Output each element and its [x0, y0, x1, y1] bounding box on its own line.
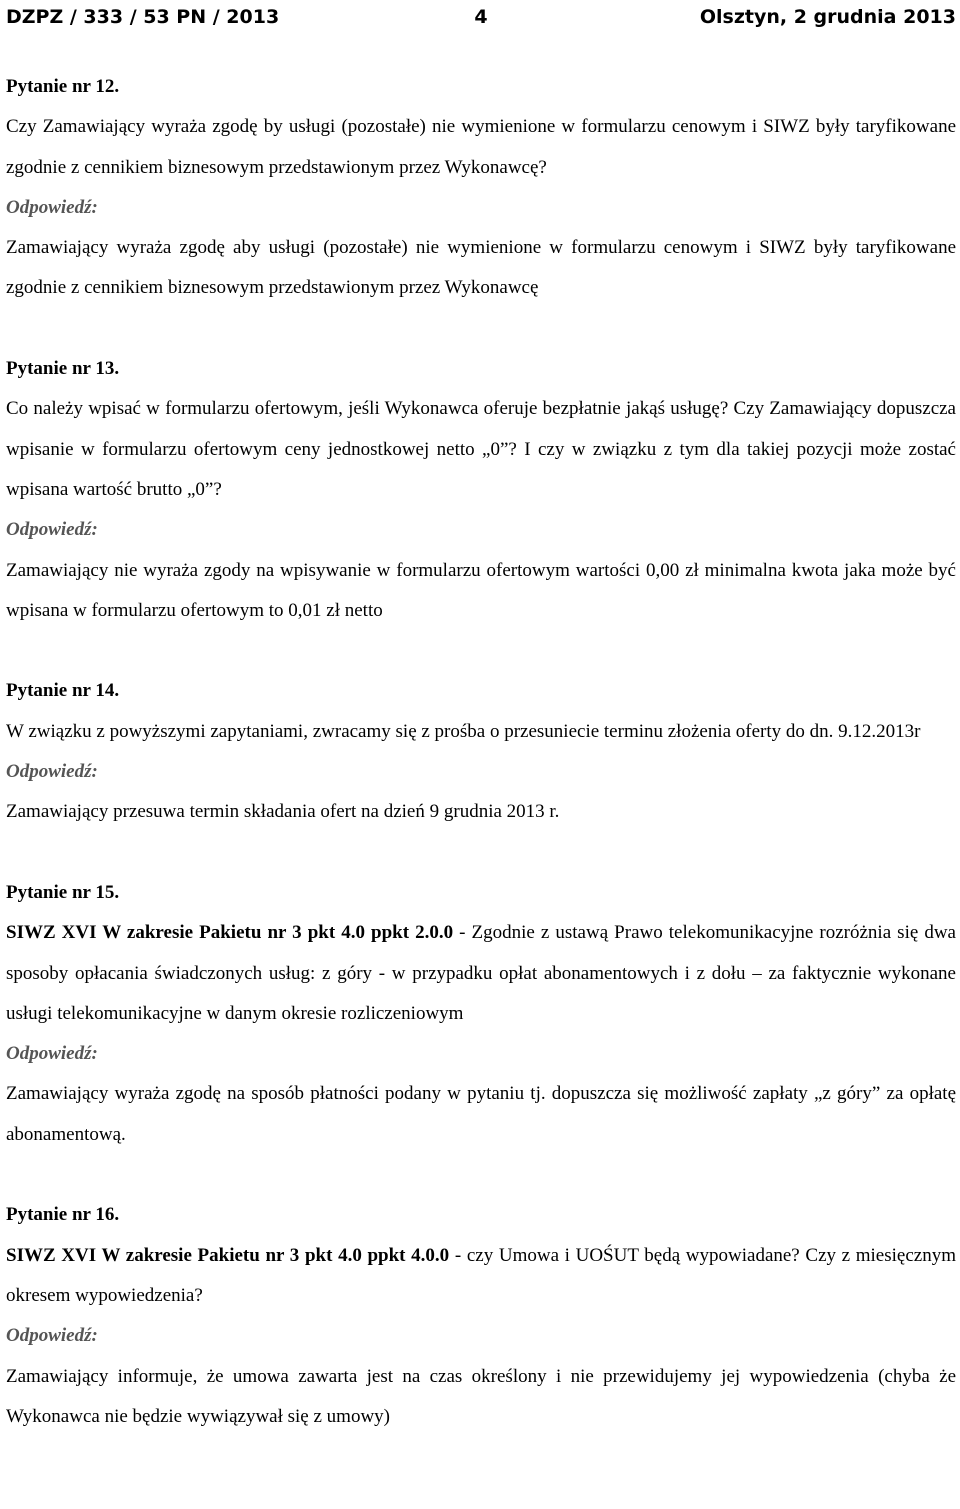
answer-text: Zamawiający informuje, że umowa zawarta jest na czas określony i nie przewidujemy jej wypowiedzenia (chyba że Wykonawca nie będzie wywiązywał się z umowy)	[6, 1365, 956, 1427]
question-13	[6, 349, 956, 631]
question-text: Co należy wpisać w formularzu ofertowym, jeśli Wykonawca oferuje bezpłatnie jakąś usługę? Czy Zamawiający dopuszcza wpisanie w formularzu ofertowym ceny jednostkowej netto „0”? I czy w związku z tym dla takiej pozycji może zostać wpisana wartość brutto „0”?	[6, 398, 956, 500]
question-14	[6, 671, 956, 832]
question-body: - czy Umowa i UOŚUT będą wypowiadane? Czy z miesięcznym okresem wypowiedzenia?	[6, 1244, 956, 1306]
answer-label: Odpowiedź:	[6, 519, 98, 541]
question-body: - Zgodnie z ustawą Prawo telekomunikacyjne rozróżnia się dwa sposoby opłacania świadczonych usług: z góry - w przypadku opłat abonamentowych i z dołu – za faktycznie wykonane usługi telekomunikacyjne w danym okresie rozliczeniowym	[6, 922, 956, 1024]
question-text: Czy Zamawiający wyraża zgodę by usługi (pozostałe) nie wymienione w formularzu cenowym i SIWZ były taryfikowane zgodnie z cennikiem biznesowym przedstawionym przez Wykonawcę?	[6, 116, 956, 178]
answer-label: Odpowiedź:	[6, 196, 98, 218]
answer-label: Odpowiedź:	[6, 761, 98, 783]
place-and-date: Olsztyn, 2 grudnia 2013	[699, 6, 956, 28]
document-reference: DZPZ / 333 / 53 PN / 2013	[6, 6, 280, 28]
question-reference: SIWZ XVI W zakresie Pakietu nr 3 pkt 4.0 ppkt 4.0.0	[6, 1244, 450, 1266]
question-15	[6, 873, 956, 1155]
question-reference: SIWZ XVI W zakresie Pakietu nr 3 pkt 4.0 ppkt 2.0.0	[6, 922, 454, 944]
answer-label: Odpowiedź:	[6, 1325, 98, 1347]
question-16	[6, 1195, 956, 1437]
page-header	[6, 2, 956, 32]
question-title: Pytanie nr 15.	[6, 881, 120, 903]
document-body	[6, 67, 956, 1477]
answer-text: Zamawiający wyraża zgodę aby usługi (pozostałe) nie wymienione w formularzu cenowym i SIWZ były taryfikowane zgodnie z cennikiem biznesowym przedstawionym przez Wykonawcę	[6, 237, 956, 299]
question-title: Pytanie nr 12.	[6, 76, 120, 97]
page-number: 4	[474, 6, 488, 28]
question-text	[6, 1236, 956, 1317]
answer-text: Zamawiający przesuwa termin składania ofert na dzień 9 grudnia 2013 r.	[6, 801, 560, 823]
question-text	[6, 913, 956, 1034]
question-12	[6, 67, 956, 309]
question-title: Pytanie nr 14.	[6, 680, 120, 702]
answer-label: Odpowiedź:	[6, 1043, 98, 1065]
answer-text: Zamawiający nie wyraża zgody na wpisywanie w formularzu ofertowym wartości 0,00 zł minimalna kwota jaka może być wpisana w formularzu ofertowym to 0,01 zł netto	[6, 559, 956, 621]
question-text: W związku z powyższymi zapytaniami, zwracamy się z prośba o przesuniecie terminu złożenia oferty do dn. 9.12.2013r	[6, 720, 921, 742]
answer-text: Zamawiający wyraża zgodę na sposób płatności podany w pytaniu tj. dopuszcza się możliwość zapłaty „z góry” za opłatę abonamentową.	[6, 1083, 956, 1145]
question-title: Pytanie nr 16.	[6, 1204, 120, 1226]
question-title: Pytanie nr 13.	[6, 358, 120, 380]
